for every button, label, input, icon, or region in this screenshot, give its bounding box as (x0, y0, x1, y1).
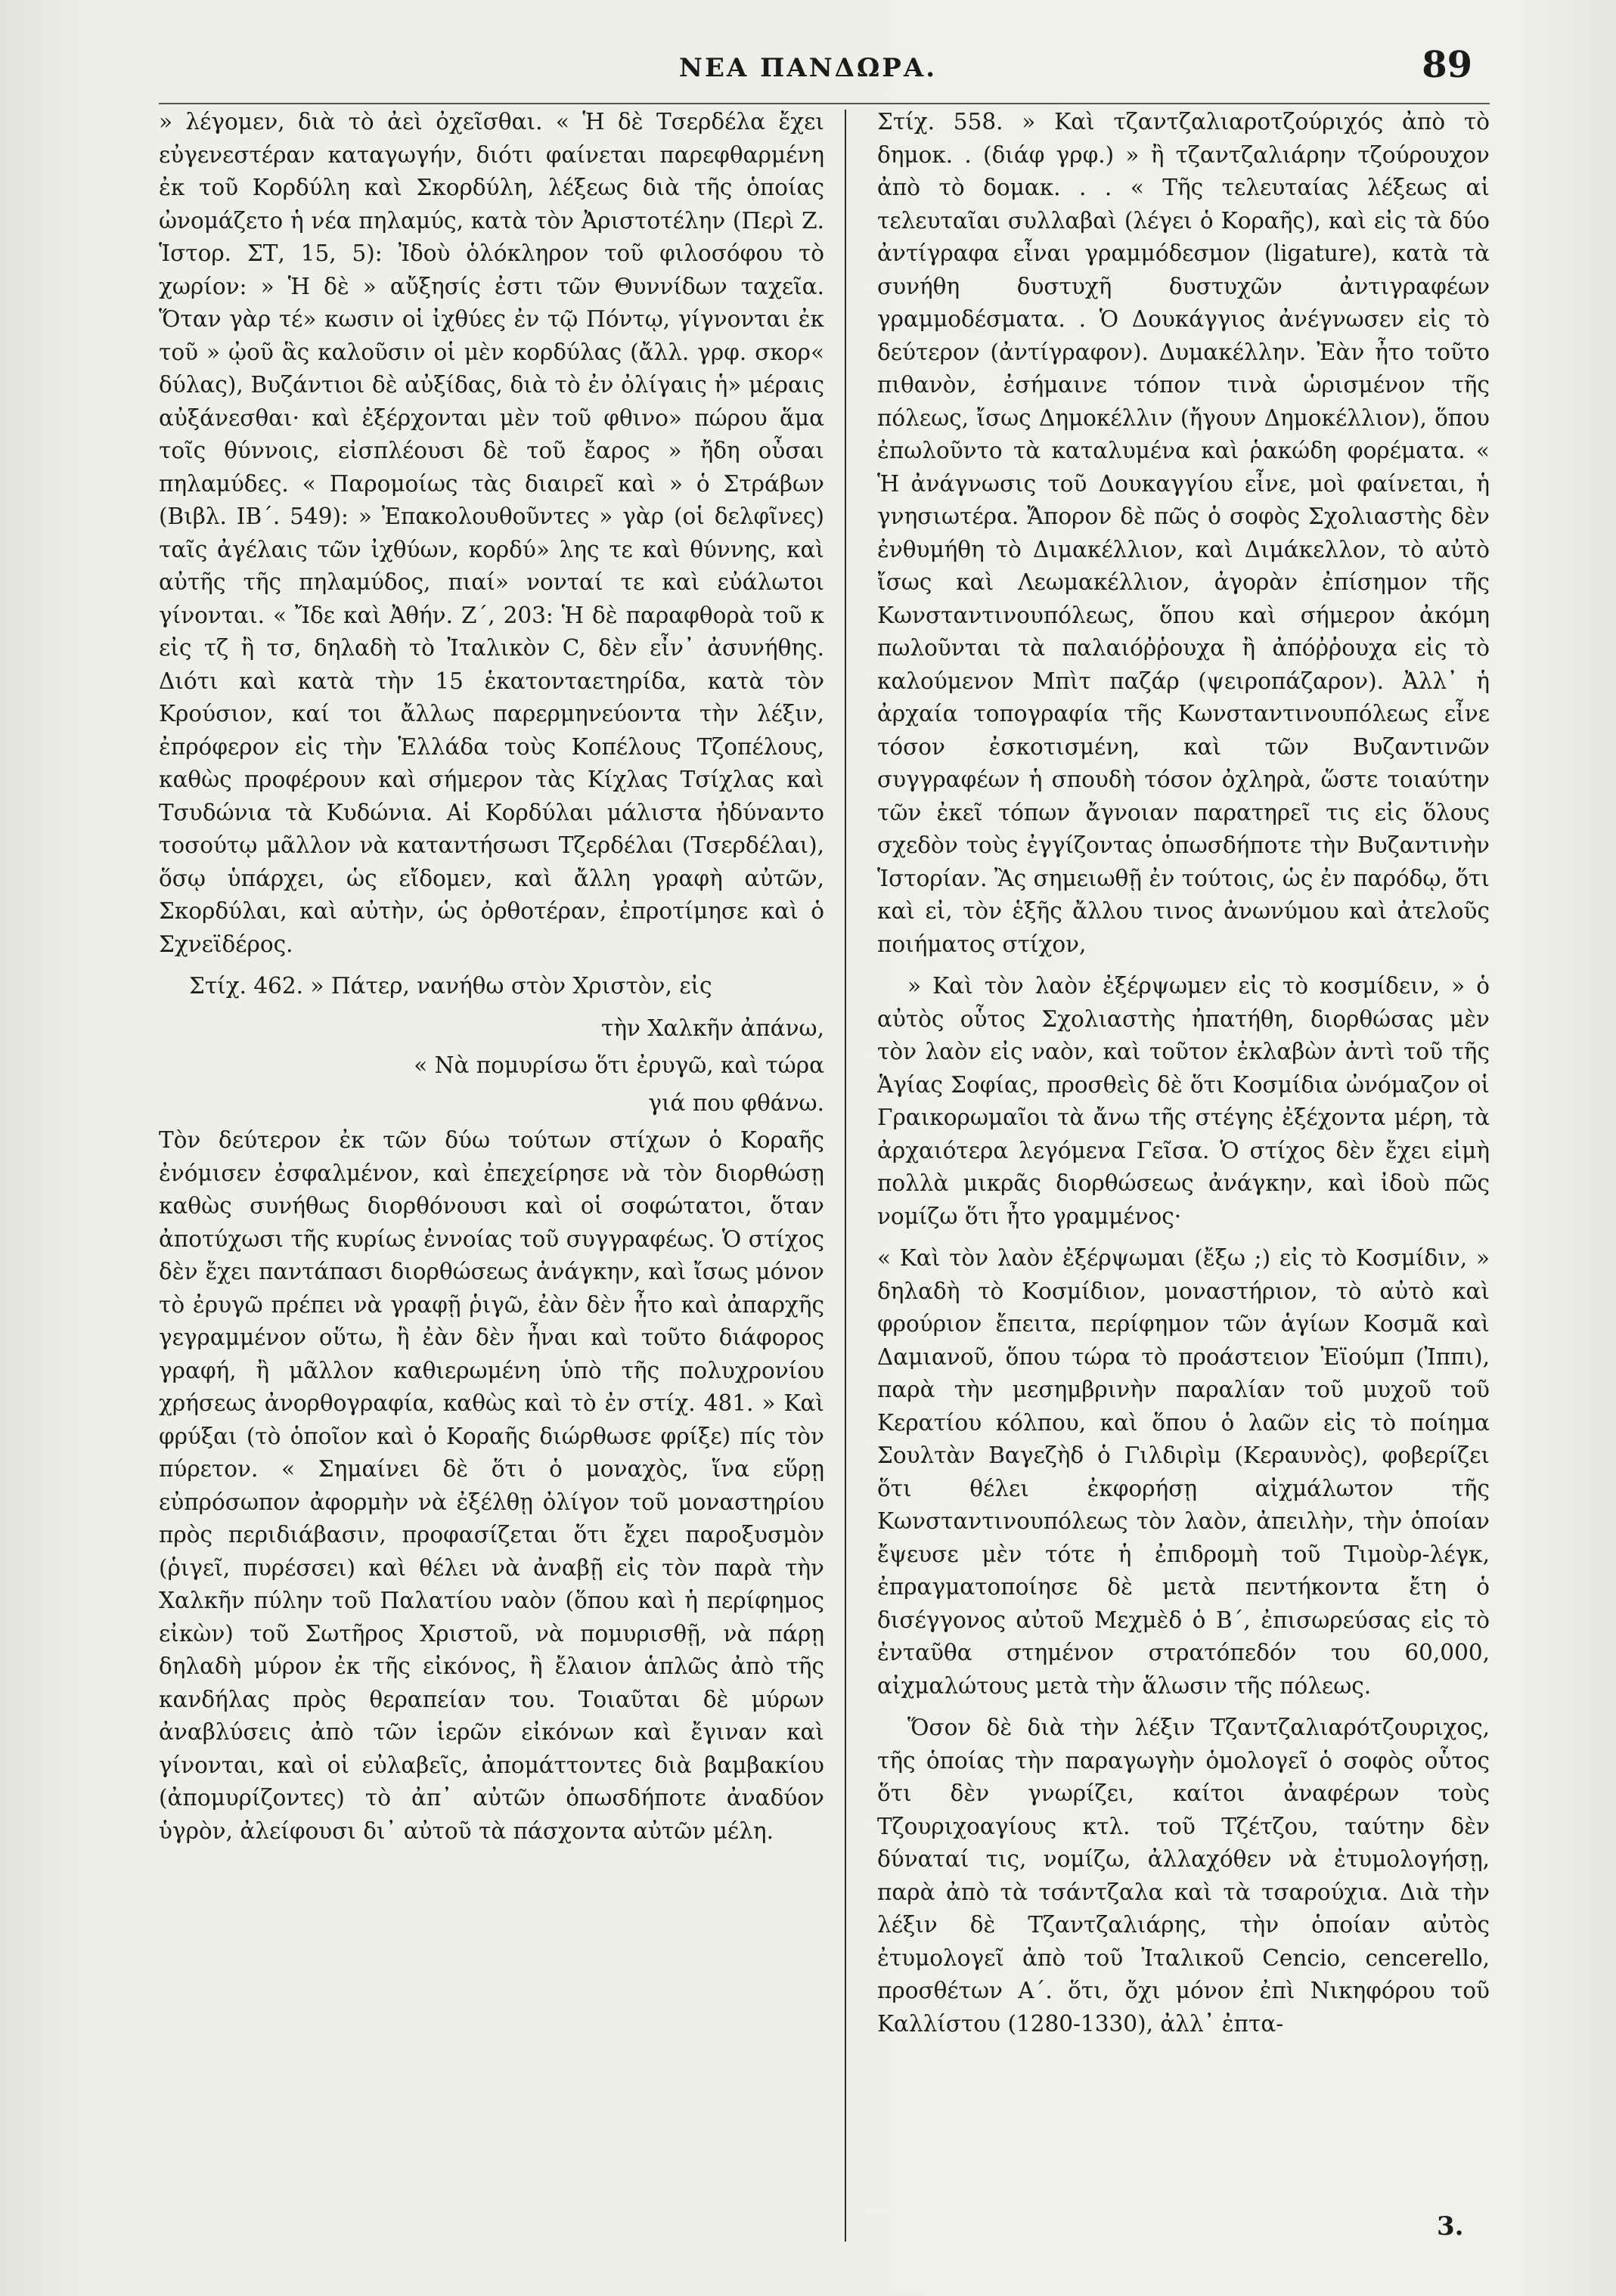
column-divider (845, 110, 846, 2242)
left-paragraph-2: Τὸν δεύτερον ἐκ τῶν δύω τούτων στίχων ὁ Κοραῆς ἐνόμισεν ἐσφαλμένον, καὶ ἐπεχείρησε νὰ τὸν διορθώσῃ καθὼς συνήθως διορθόνουσι καὶ οἱ σοφώτατοι, ὅταν ἀποτύχωσι τῆς κυρίως ἐννοίας τοῦ συγγραφέως. Ὁ στίχος δὲν ἔχει παντάπασι διορθώσεως ἀνάγκην, καὶ ἴσως μόνον τὸ ἐρυγῶ πρέπει νὰ γραφῇ ῥιγῶ, ἐὰν δὲν ἦτο καὶ ἀπαρχῆς γεγραμμένον οὕτω, ἢ ἐὰν δὲν ἦναι καὶ τοῦτο διάφορος γραφή, ἢ μᾶλλον καθιερωμένη ὑπὸ τῆς πολυχρονίου χρήσεως ἀνορθογραφία, καθὼς καὶ τὸ ἐν στίχ. 481. » Καὶ φρύξαι (τὸ ὁποῖον καὶ ὁ Κοραῆς διώρθωσε φρίξε) πίς τὸν πύρετον. « Σημαίνει δὲ ὅτι ὁ μοναχὸς, ἵνα εὕρῃ εὐπρόσωπον ἀφορμὴν νὰ ἐξέλθῃ ὀλίγον τοῦ μοναστηρίου πρὸς περιδιάβασιν, προφασίζεται ὅτι ἔχει παροξυσμὸν (ῥιγεῖ, πυρέσσει) καὶ θέλει νὰ ἀναβῇ εἰς τὸν παρὰ τὴν Χαλκῆν πύλην τοῦ Παλατίου ναὸν (ὅπου καὶ ἡ περίφημος εἰκὼν) τοῦ Σωτῆρος Χριστοῦ, νὰ πομυρισθῇ, νὰ πάρῃ δηλαδὴ μύρον ἐκ τῆς εἰκόνος, ἢ ἔλαιον ἁπλῶς ἀπὸ τῆς κανδήλας πρὸς θεραπείαν του. Τοιαῦται δὲ μύρων ἀναβλύσεις ἀπὸ τῶν ἱερῶν εἰκόνων καὶ ἔγιναν καὶ γίνονται, καὶ οἱ εὐλαβεῖς, ἀπομάττοντες διὰ βαμβακίου (ἀπομυρίζοντες) τὸ ἀπ᾽ αὐτῶν ὁπωσδήποτε ἀναδύον ὑγρὸν, ἀλείφουσι δι᾽ αὐτοῦ τὰ πάσχοντα αὐτῶν μέλη. (159, 1127, 824, 1844)
right-paragraph-1: Στίχ. 558. » Καὶ τζαντζαλιαροτζούριχός ἀπὸ τὸ δημοκ. . (διάφ γρφ.) » ἢ τζαντζαλιάρην τζούρουχον ἀπὸ τὸ δομακ. . . « Τῆς τελευταίας λέξεως αἱ τελευταῖαι συλλαβαὶ (λέγει ὁ Κοραῆς), καὶ εἰς τὰ δύο ἀντίγραφα εἶναι γραμμόδεσμον (ligature), κατὰ τὰ συνήθη δυστυχῆ δυστυχῶν ἀντιγραφέων γραμμοδέσματα. . Ὁ Δουκάγγιος ἀνέγνωσεν εἰς τὸ δεύτερον (ἀντίγραφον). Δυμακέλλην. Ἐὰν ἦτο τοῦτο πιθανὸν, ἐσήμαινε τόπον τινὰ ὡρισμένον τῆς πόλεως, ἴσως Δημοκέλλιν (ἤγουν Δημοκέλλιον), ὅπου ἐπωλοῦντο τὰ καταλυμένα καὶ ῥακώδη φορέματα. « Ἡ ἀνάγνωσις τοῦ Δουκαγγίου εἶνε, μοὶ φαίνεται, ἡ γνησιωτέρα. Ἄπορον δὲ πῶς ὁ σοφὸς Σχολιαστὴς δὲν ἐνθυμήθη τὸ Διμακέλλιον, καὶ Διμάκελλον, τὸ αὐτὸ ἴσως καὶ Λεωμακέλλιον, ἀγορὰν ἐπίσημον τῆς Κωνσταντινουπόλεως, ὅπου καὶ σήμερον ἀκόμη πωλοῦνται τὰ παλαιόῤῥουχα ἢ ἀπόῤῥουχα εἰς τὸ καλούμενον Μπὶτ παζάρ (ψειροπάζαρον). Ἀλλ᾽ ἡ ἀρχαία τοπογραφία τῆς Κωνσταντινουπόλεως εἶνε τόσον ἐσκοτισμένη, καὶ τῶν Βυζαντινῶν συγγραφέων ἡ σπουδὴ τόσον ὀχληρὰ, ὥστε τοιαύτην τῶν ἐκεῖ τόπων ἄγνοιαν παρατηρεῖ τις εἰς ὅλους σχεδὸν τοὺς ἐγγίζοντας ὁπωσδήποτε τὴν Βυζαντινὴν Ἱστορίαν. Ἂς σημειωθῇ ἐν τούτοις, ὡς ἐν παρόδῳ, ὅτι καὶ εἰ, τὸν ἑξῆς ἄλλου τινος ἀνωνύμου καὶ ἀτελοῦς ποιήματος στίχον, (877, 109, 1490, 957)
right-paragraph-3: « Καὶ τὸν λαὸν ἐξέρψωμαι (ἔξω ;) εἰς τὸ Κοσμίδιν, » δηλαδὴ τὸ Κοσμίδιον, μοναστήριον, τὸ αὐτὸ καὶ φρούριον ἔπειτα, περίφημον τῶν ἁγίων Κοσμᾶ καὶ Δαμιανοῦ, ὅπου τώρα τὸ προάστειον Ἐϊούμπ (Ἰππι), παρὰ τὴν μεσημβρινὴν παραλίαν τοῦ μυχοῦ τοῦ Κερατίου κόλπου, καὶ ὅπου ὁ λαῶν εἰς τὸ ποίημα Σουλτὰν Βαγεζὴδ ὁ Γιλδιρὶμ (Κεραυνὸς), φοβερίζει ὅτι θέλει ἐκφορήσῃ αἰχμάλωτον τῆς Κωνσταντινουπόλεως τὸν λαὸν, ἀπειλὴν, τὴν ὁποίαν ἔψευσε μὲν τότε ἡ ἐπιδρομὴ τοῦ Τιμοὺρ-λέγκ, ἐπραγματοποίησε δὲ μετὰ πεντήκοντα ἔτη ὁ δισέγγονος αὐτοῦ Μεχμὲδ ὁ Β΄, ἐπισωρεύσας εἰς τὸ ἐνταῦθα στημένον στρατόπεδόν του 60,000, αἰχμαλώτους μετὰ τὴν ἅλωσιν τῆς πόλεως. (877, 1245, 1490, 1699)
verse-line-3: « Νὰ πομυρίσω ὅτι ἐρυγῶ, καὶ τώρα (414, 1052, 824, 1078)
verse-line-2: τὴν Χαλκῆν ἀπάνω, (601, 1015, 824, 1041)
running-head-title: ΝΕΑ ΠΑΝΔΩΡΑ. (678, 53, 938, 83)
verse-line-1: Στίχ. 462. » Πάτερ, νανήθω στὸν Χριστὸν, εἰς (189, 973, 712, 999)
verse-line-4: γιά που φθάνω. (648, 1089, 824, 1116)
page-number: 89 (1422, 44, 1472, 86)
signature-mark: 3. (1437, 2211, 1464, 2242)
right-column (877, 106, 1490, 2253)
header-rule (159, 103, 1490, 104)
right-paragraph-4: Ὅσον δὲ διὰ τὴν λέξιν Τζαντζαλιαρότζουριχος, τῆς ὁποίας τὴν παραγωγὴν ὁμολογεῖ ὁ σοφὸς οὗτος ὅτι δὲν γνωρίζει, καίτοι ἀναφέρων τοὺς Τζουριχοαγίους κτλ. τοῦ Τζέτζου, ταύτην δὲν δύναταί τις, νομίζω, ἀλλαχόθεν νὰ ἐτυμολογήσῃ, παρὰ ἀπὸ τὰ τσάντζαλα καὶ τὰ τσαρούχια. Διὰ τὴν λέξιν δὲ Τζαντζαλιάρης, τὴν ὁποίαν αὐτὸς ἐτυμολογεῖ ἀπὸ τοῦ Ἰταλικοῦ Cencio, cencerello, προσθέτων Α΄. ὅτι, ὄχι μόνον ἐπὶ Νικηφόρου τοῦ Καλλίστου (1280-1330), ἀλλ᾽ ἐπτα- (877, 1715, 1490, 2037)
left-paragraph-1: » λέγομεν, διὰ τὸ ἀεὶ ὀχεῖσθαι. « Ἡ δὲ Τσερδέλα ἔχει εὐγενεστέραν καταγωγήν, διότι φαίνεται παρεφθαρμένη ἐκ τοῦ Κορδύλη καὶ Σκορδύλη, λέξεως διὰ τῆς ὁποίας ὠνομάζετο ἡ νέα πηλαμύς, κατὰ τὸν Ἀριστοτέλην (Περὶ Ζ. Ἱστορ. ΣΤ, 15, 5): Ἰδοὺ ὁλόκληρον τοῦ φιλοσόφου τὸ χωρίον: » Ἡ δὲ » αὔξησίς ἐστι τῶν Θυννίδων ταχεῖα. Ὅταν γὰρ τέ» κωσιν οἱ ἰχθύες ἐν τῷ Πόντῳ, γίγνονται ἐκ τοῦ » ᾠοῦ ἃς καλοῦσιν οἱ μὲν κορδύλας (ἄλλ. γρφ. σκορ« δύλας), Βυζάντιοι δὲ αὐξίδας, διὰ τὸ ἐν ὀλίγαις ἡ» μέραις αὐξάνεσθαι· καὶ ἐξέρχονται μὲν τοῦ φθινο» πώρου ἅμα τοῖς θύννοις, εἰσπλέουσι δὲ τοῦ ἔαρος » ἤδη οὖσαι πηλαμύδες. « Παρομοίως τὰς διαιρεῖ καὶ » ὁ Στράβων (Βιβλ. ΙΒ΄. 549): » Ἐπακολουθοῦντες » γὰρ (οἱ δελφῖνες) ταῖς ἀγέλαις τῶν ἰχθύων, κορδύ» λης τε καὶ θύννης, καὶ αὐτῆς τῆς πηλαμύδος, πιαί» νονταί τε καὶ εὐάλωτοι γίνονται. « Ἴδε καὶ Ἀθήν. Ζ΄, 203: Ἡ δὲ παραφθορὰ τοῦ κ εἰς τζ ἢ τσ, δηλαδὴ τὸ Ἰταλικὸν C, δὲν εἶν᾽ ἀσυνήθης. Διότι καὶ κατὰ τὴν 15 ἑκατονταετηρίδα, κατὰ τὸν Κρούσιον, καί τοι ἄλλως παρερμηνεύοντα τὴν λέξιν, ἐπρόφερον εἰς τὴν Ἑλλάδα τοὺς Κοπέλους Τζοπέλους, καθὼς προφέρουν καὶ σήμερον τὰς Κίχλας Τσίχλας καὶ Τσυδώνια τὰ Κυδώνια. Αἱ Κορδύλαι μάλιστα ἠδύναντο τοσούτῳ μᾶλλον νὰ καταντήσωσι Τζερδέλαι (Τσερδέλαι), ὅσῳ ὑπάρχει, ὡς εἴδομεν, καὶ ἄλλη γραφὴ αὐτῶν, Σκορδύλαι, καὶ αὐτὴν, ὡς ὀρθοτέραν, ἐπροτίμησε καὶ ὁ Σχνεϊδέρος. (159, 109, 824, 957)
right-paragraph-2: » Καὶ τὸν λαὸν ἐξέρψωμεν εἰς τὸ κοσμίδειν, » ὁ αὐτὸς οὗτος Σχολιαστὴς ἠπατήθη, διορθώσας μὲν τὸν λαὸν εἰς ναὸν, καὶ τοῦτον ἐκλαβὼν ἀντὶ τοῦ τῆς Ἁγίας Σοφίας, προσθεὶς δὲ ὅτι Κοσμίδια ὠνόμαζον οἱ Γραικορωμαῖοι τὰ ἄνω τῆς στέγης ἐξέχοντα μέρη, τὰ ἀρχαιότερα λεγόμενα Γεῖσα. Ὁ στίχος δὲν ἔχει εἰμὴ πολλὰ μικρᾶς διορθώσεως ἀνάγκην, καὶ ἰδοὺ πῶς νομίζω ὅτι ἦτο γραμμένος· (877, 973, 1490, 1229)
left-column (159, 106, 824, 2253)
